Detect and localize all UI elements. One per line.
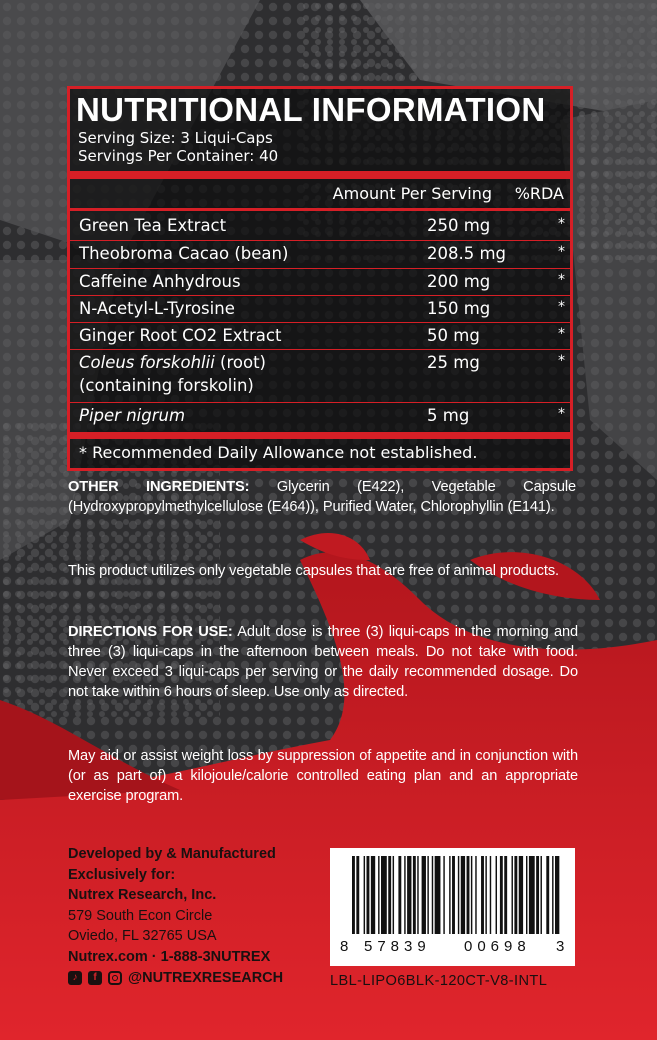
panel-divider [70,208,570,211]
nutrient-name-suffix: (root) [214,353,266,372]
street-address: 579 South Econ Circle [68,907,213,924]
nutrient-amount: 25 mg [427,353,480,372]
manufacturer-info [68,844,283,989]
rda-header: %RDA [514,184,564,203]
tiktok-icon[interactable]: ♪ [68,971,82,985]
social-row [68,968,283,989]
barcode-digit-lead: 8 [340,938,349,955]
directions-for-use [68,622,578,702]
barcode-bar [467,856,470,934]
nutrient-name [79,353,266,373]
footnote: * Recommended Daily Allowance not established. [79,443,478,462]
barcode-bar [398,856,401,934]
barcode-digits [330,938,575,958]
nutrient-name: Piper nigrum [79,406,186,425]
table-row [70,296,570,322]
amount-header: Amount Per Serving [332,184,492,203]
barcode-bar [407,856,411,934]
barcode-bar [512,856,513,934]
other-ingredients [68,477,576,517]
other-ingredients-text: Glycerin (E422), Vegetable Capsule (Hydroxypropylmethylcellulose (E464)), Purified Water, Chlorophyllin (E141). [68,479,576,515]
barcode-bar [435,856,441,934]
barcode-bar [443,856,444,934]
table-row [70,403,570,429]
nutrient-name: Green Tea Extract [79,216,227,235]
table-row [70,213,570,239]
barcode-bars [330,848,575,940]
barcode-digit-check: 3 [556,938,565,955]
barcode-bar [352,856,355,934]
company-name: Nutrex Research, Inc. [68,887,217,903]
barcode-bar [388,856,391,934]
barcode-bar [413,856,416,934]
instagram-icon[interactable] [108,971,122,985]
panel-divider-thick [70,171,570,179]
barcode-bar [422,856,426,934]
website-phone: Nutrex.com · 1-888-3NUTREX [68,948,271,965]
nutrient-amount: 150 mg [427,299,491,318]
barcode-bar [381,856,387,934]
barcode-bar [378,856,379,934]
barcode-bar [458,856,459,934]
weight-loss-statement: May aid or assist weight loss by suppression of appetite and in conjunction with (or as part of) a kilojoule/calorie controlled eating plan and an appropriate exercise program. [68,748,578,804]
barcode-bar [364,856,365,934]
directions-text: Adult dose is three (3) liqui-caps in the morning and three (3) liqui-caps in the afternoon between meals. Do not take with food. Never exceed 3 liqui-caps per serving or the daily recommended dosage. Do not take within 6 hours of sleep. Use only as directed. [68,624,578,700]
nutrient-rda: * [558,299,565,315]
barcode-bar [536,856,539,934]
barcode-bar [471,856,472,934]
barcode-bar [496,856,497,934]
barcode-bar [427,856,428,934]
nutrient-rda: * [558,272,565,288]
barcode [330,848,575,966]
nutrient-rda: * [558,326,565,342]
barcode-bar [371,856,375,934]
directions-label: DIRECTIONS FOR USE: [68,624,233,640]
nutrient-name-italic: Coleus forskohlii [79,353,215,372]
barcode-bar [541,856,542,934]
barcode-bar [449,856,450,934]
nutrient-name: Caffeine Anhydrous [79,272,241,291]
nutrient-amount: 50 mg [427,326,480,345]
nutrient-name: N-Acetyl-L-Tyrosine [79,299,235,318]
nutrient-amount: 250 mg [427,216,491,235]
barcode-digits-right: 00698 [464,938,531,955]
developed-by-line: Developed by & Manufactured [68,846,276,862]
barcode-bar [461,856,465,934]
barcode-bar [529,856,535,934]
barcode-bar [404,856,405,934]
nutrient-rda: * [558,353,565,369]
barcode-bar [519,856,523,934]
table-row [70,269,570,295]
facebook-icon[interactable]: f [88,971,102,985]
barcode-bar [504,856,507,934]
vegetable-capsules-note: This product utilizes only vegetable capsules that are free of animal products. [68,563,559,579]
barcode-bar [552,856,553,934]
table-row [70,241,570,267]
barcode-bar [417,856,418,934]
barcode-bar [514,856,517,934]
barcode-bar [526,856,527,934]
barcode-bar [393,856,394,934]
lot-code: LBL-LIPO6BLK-120CT-V8-INTL [330,973,548,989]
nutrient-amount: 208.5 mg [427,244,507,263]
barcode-bar [555,856,559,934]
barcode-bar [452,856,455,934]
nutrient-subtext: (containing forskolin) [79,376,254,395]
table-row [70,350,570,402]
panel-title: NUTRITIONAL INFORMATION [76,91,546,128]
nutrient-name: Ginger Root CO2 Extract [79,326,282,345]
panel-divider-thick [70,432,570,439]
nutrient-name: Theobroma Cacao (bean) [79,244,289,263]
barcode-bar [367,856,370,934]
serving-size: Serving Size: 3 Liqui-Caps [78,129,273,147]
barcode-bar [356,856,359,934]
nutrition-panel [67,86,573,471]
city-address: Oviedo, FL 32765 USA [68,928,217,944]
barcode-bar [481,856,484,934]
barcode-bar [500,856,503,934]
barcode-bar [490,856,491,934]
nutrient-amount: 5 mg [427,406,470,425]
table-header [70,181,570,207]
barcode-bar [546,856,549,934]
servings-per-container: Servings Per Container: 40 [78,147,279,165]
barcode-bar [475,856,476,934]
nutrient-rda: * [558,406,565,422]
other-ingredients-label: OTHER INGREDIENTS: [68,479,250,495]
nutrient-rda: * [558,216,565,232]
barcode-bar [432,856,433,934]
barcode-digits-left: 57839 [364,938,431,955]
table-row [70,323,570,349]
social-handle: @NUTREXRESEARCH [128,970,284,986]
barcode-bar [485,856,486,934]
nutrient-rda: * [558,244,565,260]
exclusively-for-line: Exclusively for: [68,866,176,883]
nutrient-amount: 200 mg [427,272,491,291]
